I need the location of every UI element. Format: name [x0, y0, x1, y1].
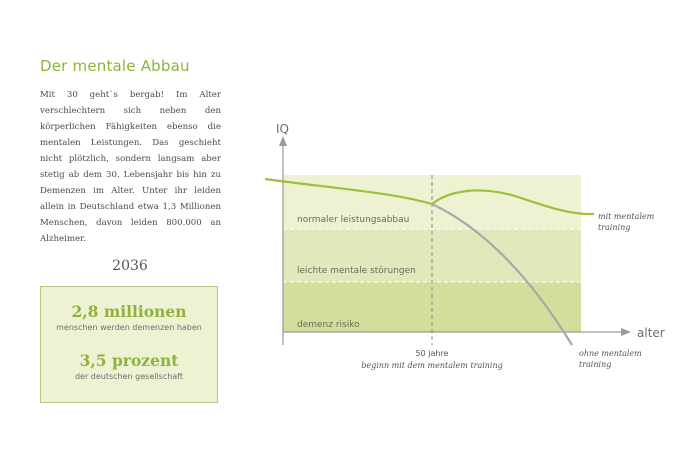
stat-label: menschen werden demenzen haben	[56, 323, 202, 332]
stat-value: 2,8 millionen	[71, 302, 187, 321]
stats-year: 2036	[112, 258, 148, 274]
zone-label-mild: leichte mentale störungen	[297, 266, 416, 276]
page-title: Der mentale Abbau	[40, 57, 190, 75]
x-axis-arrow	[621, 328, 631, 336]
curve-with-training-label: training	[598, 223, 631, 232]
y-axis-label: IQ	[276, 122, 289, 136]
marker-caption: beginn mit dem mentalem training	[361, 361, 503, 370]
curve-with-training-label: mit mentalem	[598, 212, 655, 221]
stat-label: der deutschen gesellschaft	[74, 372, 184, 381]
curve-without-training-label: ohne mentalem	[579, 349, 642, 358]
intro-paragraph: Mit 30 geht`s bergab! Im Alter verschlechtern sich neben den körperlichen Fähigkeiten ebenso die mentalen Leistungen. Das geschieht nicht plötzlich, sondern langsam aber stetig ab dem 30. Lebensjahr bis hin zu Demenzen im Alter. Unter ihr leiden allein in Deutschland etwa 1,3 Millionen Menschen, davon leiden 800.000 an Alzheimer.	[40, 90, 221, 244]
marker-label: 50 jahre	[415, 349, 449, 358]
stat-value: 3,5 prozent	[79, 351, 179, 370]
curve-without-training-label: training	[579, 360, 612, 369]
x-axis-label: alter	[637, 326, 665, 340]
y-axis-arrow	[279, 136, 287, 146]
zone-label-normal: normaler leistungsabbau	[297, 215, 410, 225]
zone-label-dementia: demenz risiko	[297, 320, 360, 330]
